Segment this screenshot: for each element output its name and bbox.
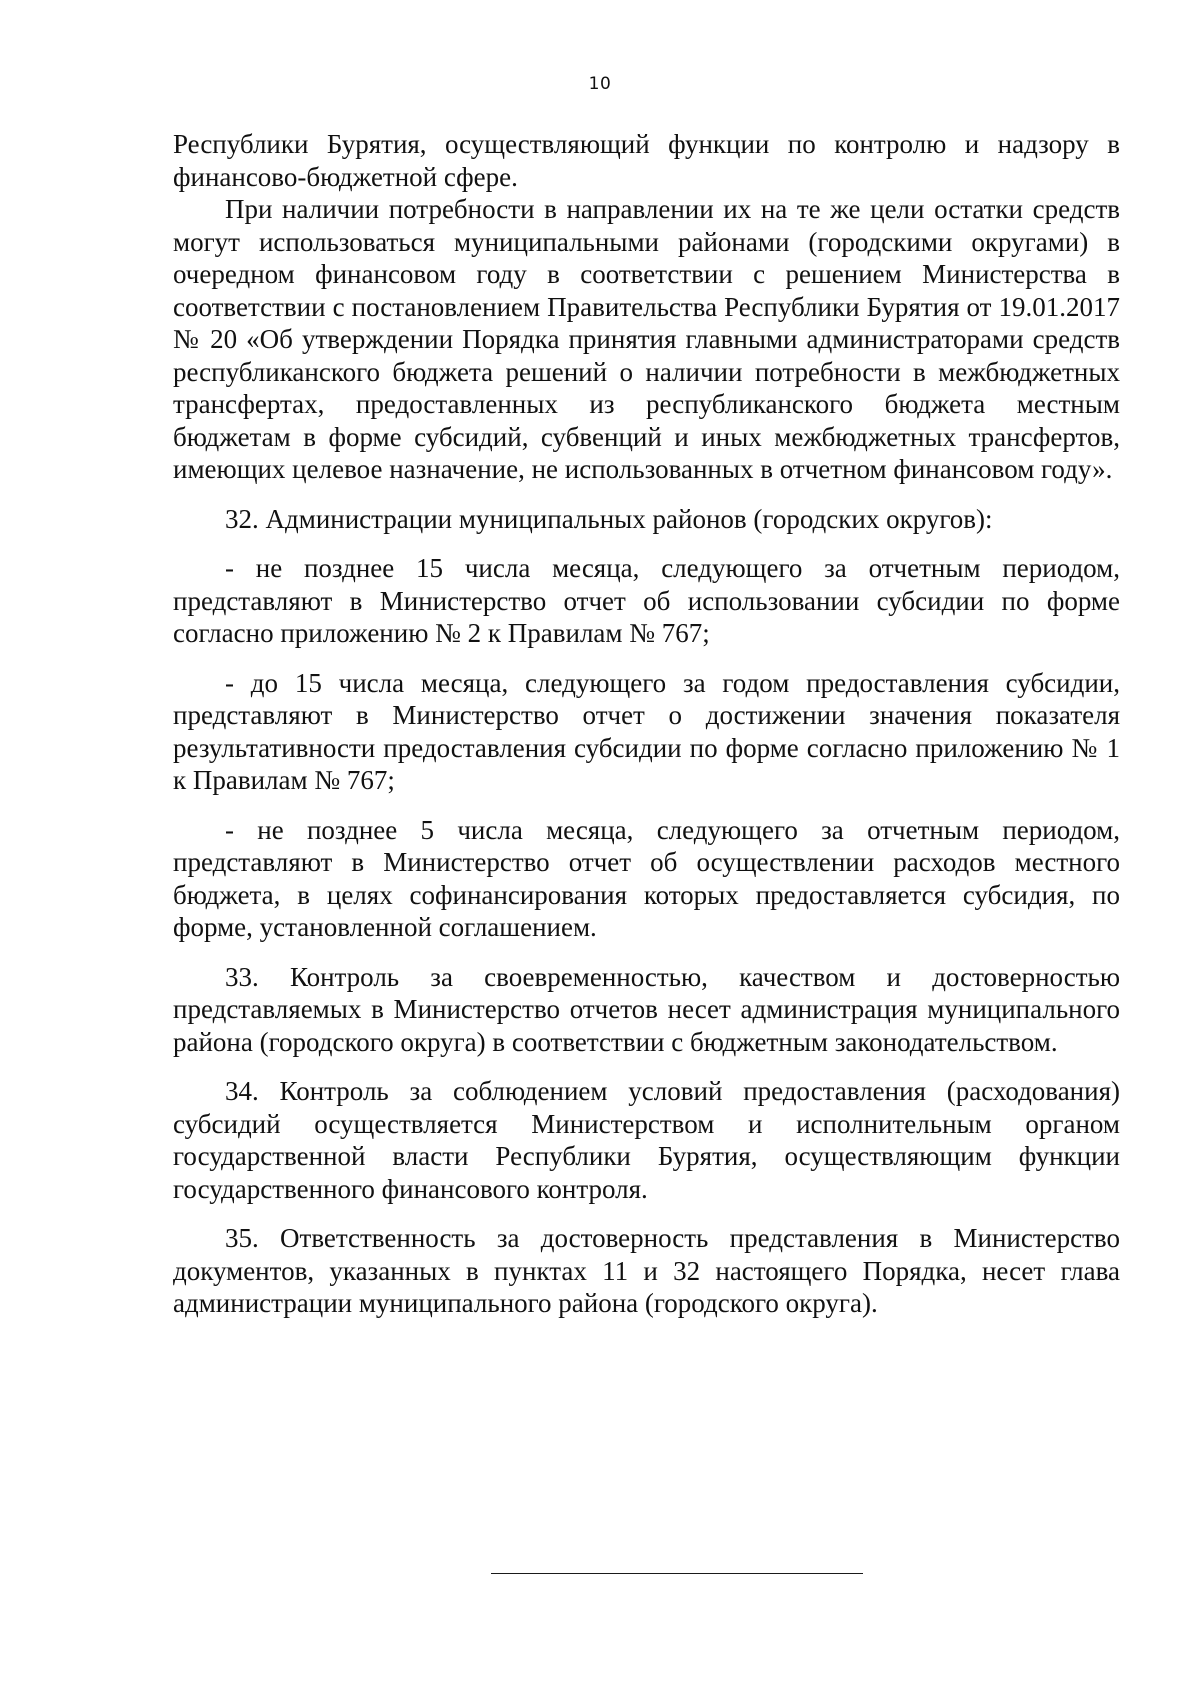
paragraph-item-32-bullet-1: - не позднее 15 числа месяца, следующего за отчетным периодом, представляют в Министерство отчет об использовании субсидии по форме согласно приложению № 2 к Правилам № 767;	[173, 553, 1120, 648]
paragraph-continuation: Республики Бурятия, осуществляющий функции по контролю и надзору в финансово-бюджетной сфере.	[173, 129, 1120, 192]
page-number: 10	[588, 74, 612, 94]
end-of-document-rule	[491, 1573, 863, 1574]
paragraph-item-32-bullet-2: - до 15 числа месяца, следующего за годом предоставления субсидии, представляют в Министерство отчет о достижении значения показателя результативности предоставления субсидии по форме согласно приложению № 1 к Правилам № 767;	[173, 667, 1120, 795]
paragraph-item-32-bullet-3: - не позднее 5 числа месяца, следующего за отчетным периодом, представляют в Министерство отчет об осуществлении расходов местного бюджета, в целях софинансирования которых предоставляется субсидия, по форме, установленной соглашением.	[173, 814, 1120, 942]
paragraph-remaining-funds: При наличии потребности в направлении их на те же цели остатки средств могут использоваться муниципальными районами (городскими округами) в очередном финансовом году в соответствии с решением Министерства в соответствии с постановлением Правительства Республики Бурятия от 19.01.2017 № 20 «Об утверждении Порядка принятия главными администраторами средств республиканского бюджета решений о наличии потребности в межбюджетных трансфертах, предоставленных из республиканского бюджета местным бюджетам в форме субсидий, субвенций и иных межбюджетных трансфертов, имеющих целевое назначение, не использованных в отчетном финансовом году».	[173, 194, 1120, 484]
paragraph-item-35: 35. Ответственность за достоверность представления в Министерство документов, указанных в пунктах 11 и 32 настоящего Порядка, несет глава администрации муниципального района (городского округа).	[173, 1223, 1120, 1318]
document-body	[173, 128, 1120, 1320]
paragraph-item-34: 34. Контроль за соблюдением условий предоставления (расходования) субсидий осуществляется Министерством и исполнительным органом государственной власти Республики Бурятия, осуществляющим функции государственного финансового контроля.	[173, 1076, 1120, 1204]
paragraph-item-33: 33. Контроль за своевременностью, качеством и достоверностью представляемых в Министерство отчетов несет администрация муниципального района (городского округа) в соответствии с бюджетным законодательством.	[173, 961, 1120, 1057]
paragraph-item-32: 32. Администрации муниципальных районов (городских округов):	[225, 503, 993, 534]
